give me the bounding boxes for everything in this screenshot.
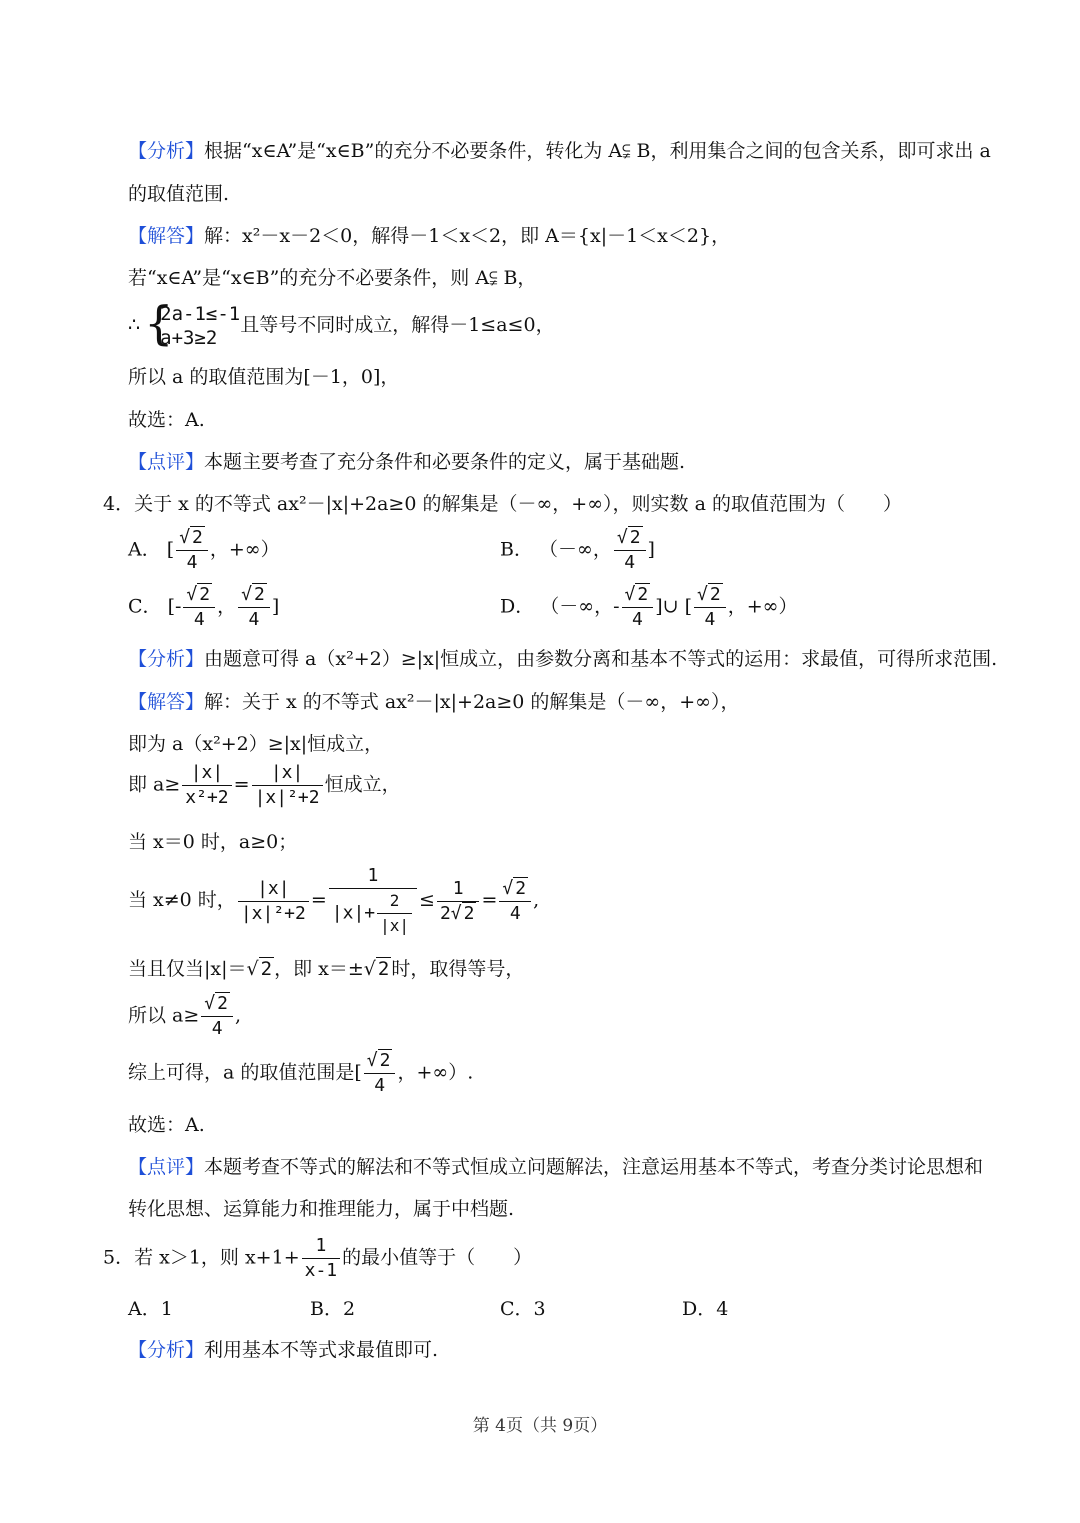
q4-option-b[interactable]: B． （－∞， $\frac{√ 2}{4}$ ] [500, 527, 655, 573]
q4-answer-line4: 当 x＝0 时，a≥0； [128, 831, 298, 853]
q4-option-d[interactable]: D． （－∞，- $\frac{√ 2}{4}$ ]∪ [ $\frac{√ 2}{4}$ ，+∞） [500, 584, 798, 630]
sqrt2-over-4: $\frac{√ 2}{4}$ [176, 527, 208, 574]
q5-analysis: 【分析】利用基本不等式求最值即可. [128, 1339, 439, 1361]
q4-answer-line5: 当 x≠0 时， $\frac{|x|}{\text{|x|²+2}}$ = 1 |x|+ $\frac{2}{|x|}$ ≤ $\frac{1}{2√ 2}$ = $\frac{√ 2}{4}$ , [128, 865, 540, 935]
q3-analysis-line2: 的取值范围. [128, 183, 230, 205]
analysis-tag: 【分析】 [128, 140, 205, 162]
q5-option-b[interactable]: B．2 [310, 1298, 356, 1320]
analysis-tag: 【分析】 [128, 1339, 205, 1361]
q4-answer-line2: 即为 a（x²+2）≥|x|恒成立， [128, 733, 384, 755]
q4-answer-line6: 当且仅当|x|＝√ 2 ，即 x＝±√ 2 时，取得等号， [128, 958, 525, 980]
inequality-system: { 2a-1≤-1 a+3≥2 [146, 302, 240, 350]
answer-tag: 【解答】 [128, 225, 205, 247]
q5-option-a[interactable]: A．1 [128, 1298, 173, 1320]
q4-answer-line9: 故选：A. [128, 1114, 205, 1136]
q3-analysis-line1: 【分析】根据“x∈A”是“x∈B”的充分不必要条件，转化为 A⫋ B，利用集合之间的包含关系，即可求出 a [128, 140, 991, 162]
analysis-tag: 【分析】 [128, 648, 205, 670]
page-footer: 第 4页（共 9页） [472, 1416, 608, 1436]
q4-answer-line1: 【解答】解：关于 x 的不等式 ax²－|x|+2a≥0 的解集是（－∞，+∞）， [128, 691, 740, 713]
q4-analysis: 【分析】由题意可得 a（x²+2）≥|x|恒成立，由参数分离和基本不等式的运用：求最值，可得所求范围. [128, 648, 998, 670]
q5-stem: 5．若 x＞1，则 x+1+ $\frac{1}{x-1}$ 的最小值等于（ ） [103, 1235, 533, 1281]
answer-tag: 【解答】 [128, 691, 205, 713]
q3-system-line: ∴ { 2a-1≤-1 a+3≥2 且等号不同时成立，解得－1≤a≤0， [128, 302, 555, 350]
q4-answer-line7: 所以 a≥ $\frac{√ 2}{4}$ , [128, 993, 242, 1039]
q3-comment: 【点评】本题主要考查了充分条件和必要条件的定义，属于基础题. [128, 451, 686, 473]
q3-answer-line4: 所以 a 的取值范围为[－1，0]， [128, 366, 400, 388]
q4-answer-line3: 即 a≥ $\frac{|x|}{\text{x²+2}}$ = $\frac{|x|}{\text{|x|²+2}}$ 恒成立， [128, 762, 401, 808]
comment-tag: 【点评】 [128, 451, 205, 473]
q4-option-c[interactable]: C． [- $\frac{√ 2}{4}$ ， $\frac{√ 2}{4}$ ] [128, 584, 280, 630]
q3-answer-line5: 故选：A. [128, 409, 205, 431]
q4-comment-line1: 【点评】本题考查不等式的解法和不等式恒成立问题解法，注意运用基本不等式，考查分类讨论思想和 [128, 1156, 984, 1178]
q4-comment-line2: 转化思想、运算能力和推理能力，属于中档题. [128, 1198, 515, 1220]
q5-option-d[interactable]: D．4 [682, 1298, 729, 1320]
q3-answer-line2: 若“x∈A”是“x∈B”的充分不必要条件，则 A⫋ B， [128, 267, 537, 289]
q4-answer-line8: 综上可得，a 的取值范围是[ $\frac{√ 2}{4}$ ，+∞）. [128, 1050, 474, 1096]
comment-tag: 【点评】 [128, 1156, 205, 1178]
q5-option-c[interactable]: C．3 [500, 1298, 546, 1320]
q4-option-a[interactable]: A． [ $\frac{√ 2}{4}$ ，+∞） [128, 527, 280, 573]
q4-stem: 4．关于 x 的不等式 ax²－|x|+2a≥0 的解集是（－∞，+∞），则实数 a 的取值范围为（ ） [103, 493, 902, 515]
q3-answer-line1: 【解答】解：x²－x－2＜0，解得－1＜x＜2，即 A＝{x|－1＜x＜2}， [128, 225, 731, 247]
